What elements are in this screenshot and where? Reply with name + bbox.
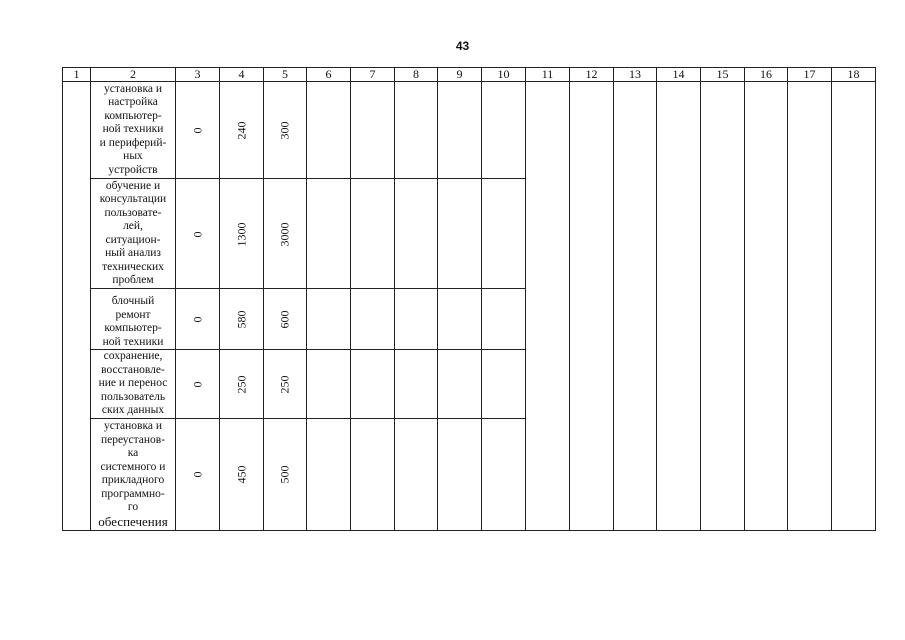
header-col-15: 15 <box>701 68 745 82</box>
header-col-3: 3 <box>176 68 220 82</box>
empty-cell <box>351 82 395 179</box>
value-col-4: 250 <box>220 350 264 419</box>
empty-cell <box>351 179 395 289</box>
empty-merged-cell <box>788 82 832 531</box>
header-col-16: 16 <box>745 68 788 82</box>
value-col-5: 300 <box>264 82 307 179</box>
value-col-3: 0 <box>176 82 220 179</box>
header-col-12: 12 <box>570 68 614 82</box>
value-col-5: 500 <box>264 418 307 530</box>
header-row <box>63 68 876 82</box>
empty-cell <box>395 289 438 350</box>
empty-cell <box>438 418 482 530</box>
empty-cell <box>438 82 482 179</box>
header-col-4: 4 <box>220 68 264 82</box>
value-col-5: 600 <box>264 289 307 350</box>
empty-cell <box>395 82 438 179</box>
empty-cell <box>307 289 351 350</box>
empty-cell <box>307 82 351 179</box>
row-number-cell <box>63 82 91 531</box>
service-description: сохранение, восстановле- ние и перенос пользователь ских данных <box>91 350 176 419</box>
header-col-18: 18 <box>832 68 876 82</box>
empty-cell <box>351 418 395 530</box>
value-col-4: 1300 <box>220 179 264 289</box>
empty-cell <box>395 350 438 419</box>
value-col-4: 580 <box>220 289 264 350</box>
empty-merged-cell <box>614 82 657 531</box>
empty-cell <box>395 418 438 530</box>
value-col-3: 0 <box>176 289 220 350</box>
header-col-8: 8 <box>395 68 438 82</box>
empty-cell <box>482 289 526 350</box>
empty-cell <box>307 179 351 289</box>
empty-merged-cell <box>526 82 570 531</box>
header-col-2: 2 <box>91 68 176 82</box>
value-col-4: 450 <box>220 418 264 530</box>
value-col-3: 0 <box>176 418 220 530</box>
header-col-17: 17 <box>788 68 832 82</box>
value-col-3: 0 <box>176 179 220 289</box>
value-col-5: 250 <box>264 350 307 419</box>
page-number: 43 <box>455 39 470 53</box>
empty-cell <box>438 289 482 350</box>
header-col-5: 5 <box>264 68 307 82</box>
table-row <box>63 82 876 179</box>
empty-cell <box>438 179 482 289</box>
empty-cell <box>482 350 526 419</box>
empty-cell <box>482 179 526 289</box>
empty-cell <box>482 418 526 530</box>
empty-merged-cell <box>570 82 614 531</box>
empty-cell <box>351 289 395 350</box>
service-description: установка и настройка компьютер- ной техники и периферий- ных устройств <box>91 82 176 179</box>
empty-cell <box>307 418 351 530</box>
service-description: обучение и консультации пользовате- лей, ситуацион- ный анализ технических проблем <box>91 179 176 289</box>
empty-cell <box>307 350 351 419</box>
empty-merged-cell <box>701 82 745 531</box>
service-description: блочный ремонт компьютер- ной техники <box>91 289 176 350</box>
header-col-11: 11 <box>526 68 570 82</box>
service-description: установка и переустанов- ка системного и прикладного программно- го обеспечения <box>91 418 176 530</box>
header-col-13: 13 <box>614 68 657 82</box>
header-col-9: 9 <box>438 68 482 82</box>
value-col-5: 3000 <box>264 179 307 289</box>
header-col-1: 1 <box>63 68 91 82</box>
empty-cell <box>438 350 482 419</box>
header-col-7: 7 <box>351 68 395 82</box>
empty-cell <box>395 179 438 289</box>
header-col-14: 14 <box>657 68 701 82</box>
empty-cell <box>482 82 526 179</box>
header-col-6: 6 <box>307 68 351 82</box>
value-col-3: 0 <box>176 350 220 419</box>
empty-merged-cell <box>832 82 876 531</box>
empty-cell <box>351 350 395 419</box>
empty-merged-cell <box>657 82 701 531</box>
empty-merged-cell <box>745 82 788 531</box>
header-col-10: 10 <box>482 68 526 82</box>
value-col-4: 240 <box>220 82 264 179</box>
services-table <box>62 67 876 531</box>
